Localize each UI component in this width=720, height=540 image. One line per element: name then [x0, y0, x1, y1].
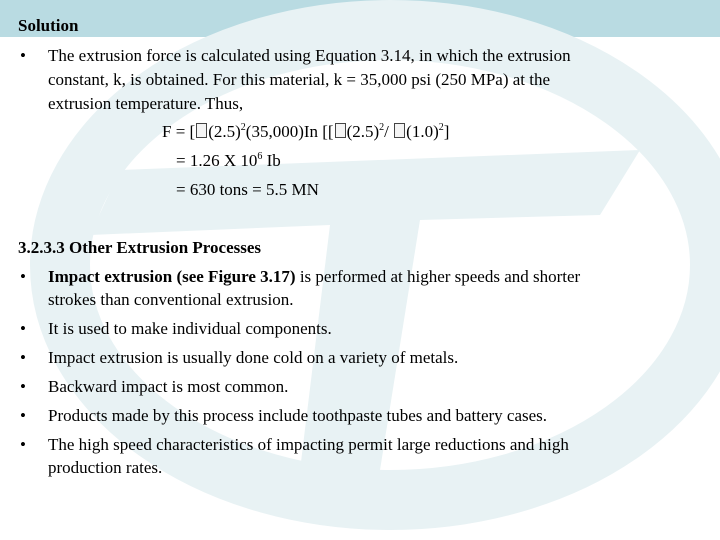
bullet-item-5: Products made by this process include toothpaste tubes and battery cases.	[48, 406, 548, 425]
equation-line-3: = 630 tons = 5.5 MN	[176, 180, 319, 199]
equation-line-2: = 1.26 X $10^6$ Ib	[176, 151, 281, 170]
bullet-marker: •	[20, 406, 26, 425]
section-heading: 3.2.3.3 Other Extrusion Processes	[18, 238, 262, 257]
bullet-item-2: It is used to make individual components.	[48, 319, 332, 338]
bullet-item-1: Impact extrusion (see Figure 3.17) is performed at higher speeds and shorter	[48, 267, 581, 286]
equation-line-1: F = [ $(2.5)^2(35,000)In$ [[ $(2.5)^2/$ $(1.0)^2$]	[162, 122, 450, 141]
bullet-item-1-continuation: strokes than conventional extrusion.	[48, 290, 294, 309]
bullet-marker: •	[20, 435, 26, 454]
solution-text-line-2: constant, k, is obtained. For this material, k = 35,000 psi (250 MPa) at the	[48, 70, 551, 89]
bullet-marker: •	[20, 319, 26, 338]
bullet-item-4: Backward impact is most common.	[48, 377, 289, 396]
bullet-item-3: Impact extrusion is usually done cold on a variety of metals.	[48, 348, 459, 367]
solution-text-line-1: The extrusion force is calculated using Equation 3.14, in which the extrusion	[48, 46, 571, 65]
bullet-marker: •	[20, 377, 26, 396]
missing-glyph-icon	[196, 123, 207, 138]
bullet-marker: •	[20, 46, 26, 65]
missing-glyph-icon	[335, 123, 346, 138]
bullet-item-6-continuation: production rates.	[48, 458, 163, 477]
missing-glyph-icon	[394, 123, 405, 138]
bullet-marker: •	[20, 267, 26, 286]
bullet-marker: •	[20, 348, 26, 367]
bullet-item-6: The high speed characteristics of impacting permit large reductions and high	[48, 435, 569, 454]
solution-heading: Solution	[18, 16, 79, 35]
solution-text-line-3: extrusion temperature. Thus,	[48, 94, 244, 113]
